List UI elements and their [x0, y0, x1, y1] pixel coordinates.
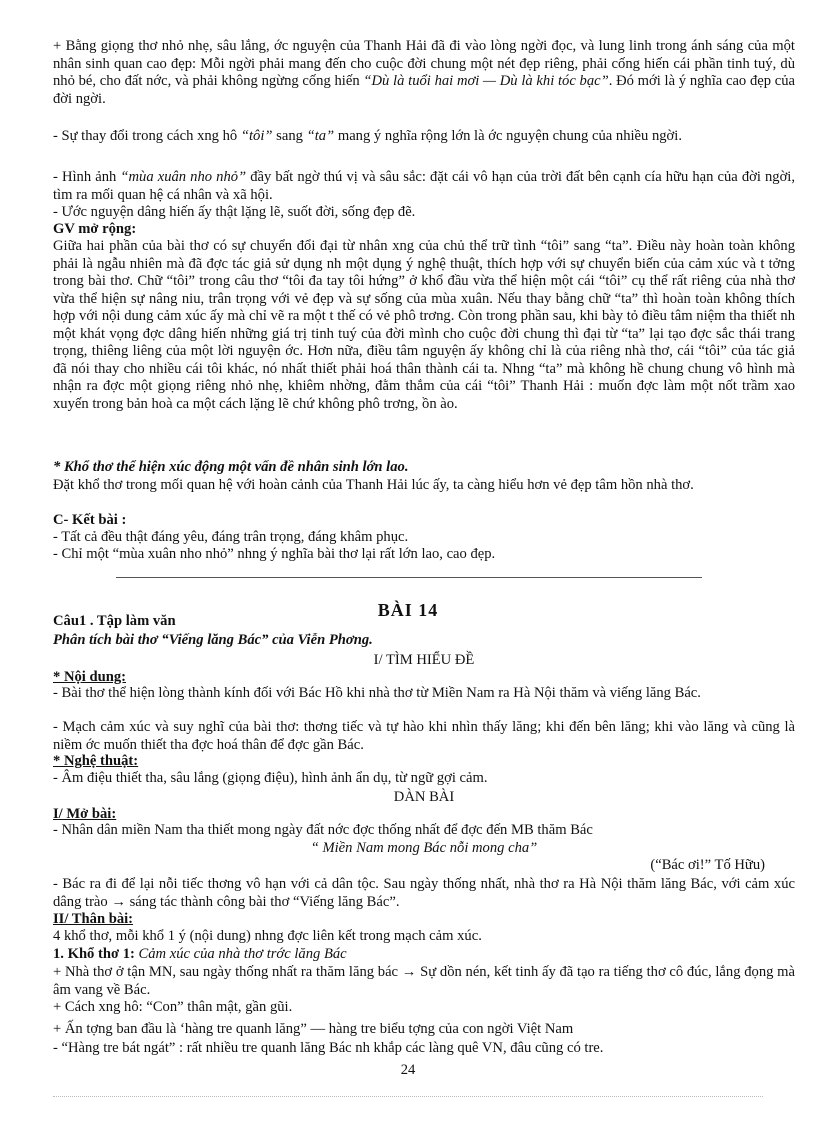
- kho-tho-1-c: + Cách xng hô: “Con” thân mật, gần gũi.: [53, 999, 293, 1015]
- mo-bai-quote: “ Miền Nam mong Bác nỗi mong cha”: [310, 840, 538, 856]
- right-arrow-icon: →: [401, 964, 417, 980]
- than-bai-heading: II/ Thân bài:: [53, 911, 134, 927]
- noi-dung-1: - Bài thơ thể hiện lòng thành kính đối với Bác Hồ khi nhà thơ từ Miền Nam ra Hà Nội thăm và viếng lăng Bác.: [53, 685, 701, 701]
- gv-heading: GV mở rộng:: [53, 221, 137, 237]
- kho-tho-1-d: + Ấn tợng ban đầu là ‘hàng tre quanh lăng” — hàng tre biểu tợng của con ngời Việt Nam: [53, 1021, 574, 1037]
- ket-bai-2: - Chỉ một “mùa xuân nho nhỏ” nhng ý nghĩa bài thơ lại rất lớn lao, cao đẹp.: [53, 546, 496, 562]
- right-arrow-icon: →: [111, 893, 126, 910]
- mo-bai-source: (“Bác ơi!” Tố Hữu): [650, 857, 765, 873]
- section-tim-hieu-de: I/ TÌM HIỂU ĐỀ: [373, 652, 475, 668]
- nghe-thuat-heading: * Nghệ thuật:: [53, 753, 139, 769]
- cau-heading: Câu1 . Tập làm văn: [53, 613, 176, 629]
- gv-text: Giữa hai phần của bài thơ có sự chuyển đổi đại từ nhân xng của chủ thể trữ tình “tôi” sang “ta”. Điều này hoàn toàn không phải là ngẫu nhiên mà đã đợc tác giả sử dụng nh một dụng ý nghệ thuật, thích hợp với sự chuyển biến của cảm xúc và t tởng trong bài thơ. Chữ “tôi” trong câu thơ “tôi đa tay tôi hứng” ở khổ đầu vừa thể hiện một cái “tôi” cụ thể rất riêng của nhà thơ vừa thể hiện sự nâng niu, trân trọng với vẻ đẹp và sự sống của mùa xuân. Nếu thay bằng chữ “ta” thì hoàn toàn không thích hợp với nội dung cảm xúc ấy mà chỉ vẽ ra một t thế có vẻ phô trơng. Còn trong phần sau, khi bày tỏ điều tâm niệm tha thiết nh một khát vọng đợc dâng hiến những giá trị tinh tuý của đời mình cho cuộc đời chung thì đại từ “ta” lại tạo đợc sắc thái trang trọng, thiêng liêng của một lời nguyện ớc. Hơn nữa, điều tâm nguyện ấy không chỉ là của riêng nhà thơ, cái “tôi” của tác giả đã nói thay cho nhiều cái tôi khác, nó nhất thiết phải hoá thân thành cái ta. Nhng “ta” mà không hề chung chung vô hình mà nhận ra đợc một giọng riêng nhỏ nhẹ, khiêm nhờng, đằm thắm của cái “tôi” Thanh Hải : muốn đợc làm một nốt trầm xao xuyến trong bản hoà ca một cách lặng lẽ chứ không phô trơng, ồn ào.: [53, 238, 795, 412]
- noi-dung-2: - Mạch cảm xúc và suy nghĩ của bài thơ: thơng tiếc và tự hào khi nhìn thấy lăng; khi đến bên lăng; khi vào lăng và cũng là niềm ớc muốn thiết tha đợc hoá thân để đợc gần Bác.: [53, 719, 795, 753]
- divider: [116, 577, 702, 578]
- noi-dung-heading: * Nội dung:: [53, 669, 126, 685]
- ket-bai-1: - Tất cả đều thật đáng yêu, đáng trân trọng, đáng khâm phục.: [53, 529, 409, 545]
- footer-dotted-rule: [53, 1096, 763, 1097]
- kho-tho-1-a: + Nhà thơ ở tận MN, sau ngày thống nhất ra thăm lăng bác → Sự dồn nén, kết tinh ấy đã tạo ra tiếng thơ cô đúc, lắng đọng mà âm vang về Bác.: [53, 964, 795, 998]
- ket-bai-heading: C- Kết bài :: [53, 512, 127, 528]
- kho-tho-1-heading: 1. Khổ thơ 1: Cảm xúc của nhà thơ trớc lăng Bác: [53, 946, 347, 962]
- para-hinh-anh: - Hình ảnh “mùa xuân nho nhỏ” đầy bất ngờ thú vị và sâu sắc: đặt cái vô hạn của trời đất bên cạnh cía hữu hạn của đời ngời, tìm ra mối quan hệ cá nhân và xã hội.: [53, 169, 796, 203]
- star-line: * Khổ thơ thể hiện xúc động một vấn đề nhân sinh lớn lao.: [53, 459, 409, 475]
- kho-tho-1-e: - “Hàng tre bát ngát” : rất nhiều tre quanh lăng Bác nh khắp các làng quê VN, đâu cũng có tre.: [53, 1040, 604, 1056]
- para-giong-tho: + Bằng giọng thơ nhỏ nhẹ, sâu lắng, ớc nguyện của Thanh Hải đã đi vào lòng ngời đọc, và lung linh trong ánh sáng của một nhân sinh quan cao đẹp: Mỗi ngời phải mang đến cho cuộc đời chung một nét đẹp riêng, phải cống hiến cái phần tinh tuý, dù nhỏ bé, cho đất nớc, và phải không ngừng cống hiến “Dù là tuổi hai mơi — Dù là khi tóc bạc”. Đó mới là ý nghĩa cao đẹp của đời ngời.: [53, 38, 796, 107]
- nghe-thuat-1: - Âm điệu thiết tha, sâu lắng (giọng điệu), hình ảnh ẩn dụ, từ ngữ gợi cảm.: [53, 770, 488, 786]
- mo-bai-1: - Nhân dân miền Nam tha thiết mong ngày đất nớc đợc thống nhất để đợc đến MB thăm Bác: [53, 822, 593, 838]
- para-uoc-nguyen: - Ước nguyện dâng hiến ấy thật lặng lẽ, suốt đời, sống đẹp đẽ.: [53, 204, 416, 220]
- than-bai-1: 4 khổ thơ, mỗi khổ 1 ý (nội dung) nhng đợc liên kết trong mạch cảm xúc.: [53, 928, 482, 944]
- subject-line: Phân tích bài thơ “Viếng lăng Bác” của Viễn Phơng.: [53, 632, 373, 648]
- page-number: 24: [400, 1062, 416, 1078]
- mo-bai-2: - Bác ra đi để lại nỗi tiếc thơng vô hạn với cả dân tộc. Sau ngày thống nhất, nhà thơ ra Hà Nội thăm lăng Bác, với cảm xúc dâng trào → sáng tác thành công bài thơ “Viếng lăng Bác”.: [53, 876, 795, 910]
- dan-bai-heading: DÀN BÀI: [393, 789, 455, 805]
- mo-bai-heading: I/ Mở bài:: [53, 806, 117, 822]
- lesson-title: BÀI 14: [377, 600, 439, 620]
- para-xung-ho: - Sự thay đổi trong cách xng hô “tôi” sang “ta” mang ý nghĩa rộng lớn là ớc nguyện chung của nhiều ngời.: [53, 128, 682, 144]
- para-dat-kho-tho: Đặt khổ thơ trong mối quan hệ với hoàn cảnh của Thanh Hải lúc ấy, ta càng hiểu hơn vẻ đẹp tâm hồn nhà thơ.: [53, 477, 694, 493]
